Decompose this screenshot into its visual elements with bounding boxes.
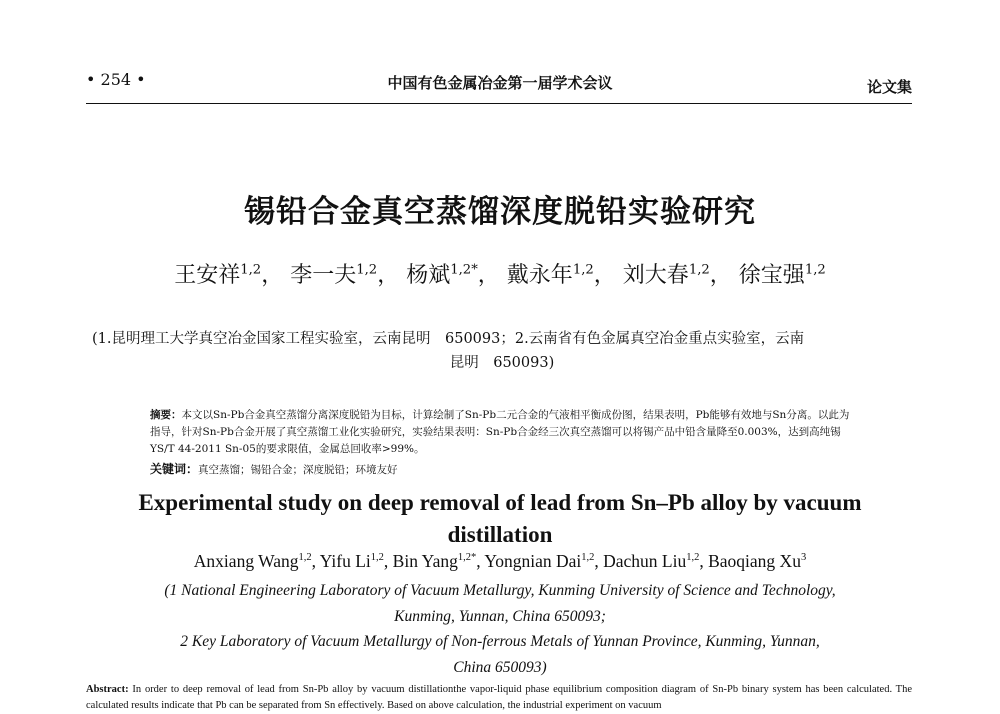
affiliation-en: [90, 578, 910, 680]
abstract-en-text: In order to deep removal of lead from Sn-Pb alloy by vacuum distillationthe vapor-liquid phase equilibrium composition diagram of Sn-Pb binary system has been calculated. The calculated results indicate that Pb can be separated from Sn effectively. Based on above calculation, the industrial experiment on vacuum: [86, 684, 913, 711]
affiliation-en-line1: (1 National Engineering Laboratory of Vacuum Metallurgy, Kunming University of Science and Technology,: [164, 582, 836, 599]
abstract-cn-label: 摘要：: [150, 409, 182, 421]
abstract-cn-text: 本文以Sn-Pb合金真空蒸馏分离深度脱铅为目标，计算绘制了Sn-Pb二元合金的气液相平衡成份图，结果表明，Pb能够有效地与Sn分离。以此为指导，针对Sn-Pb合金开展了真空蒸馏工业化实验研究，实验结果表明：Sn-Pb合金经三次真空蒸馏可以将锡产品中铅含量降至0.003%，达到高纯锡YS/T 44-2011 Sn-05的要求限值，金属总回收率>99%。: [150, 409, 850, 455]
author-cn: 刘大春$^{1,2}$: [622, 262, 710, 288]
conference-title: 中国有色金属冶金第一届学术会议: [387, 74, 613, 92]
author-en: Anxiang Wang$^{1,2}$: [193, 551, 312, 571]
affiliation-en-line4: China 650093): [453, 658, 547, 676]
author-en: Bin Yang$^{1,2*}$: [392, 551, 477, 571]
affiliation-cn-line2: 昆明 650093): [449, 355, 555, 371]
abstract-cn: [150, 407, 850, 458]
keywords-cn-label: 关键词：: [150, 462, 199, 476]
paper-title-en: Experimental study on deep removal of lead from Sn–Pb alloy by vacuum distillation: [138, 490, 862, 547]
abstract-en-label: Abstract:: [86, 684, 129, 695]
page-number: • 254 •: [86, 70, 146, 89]
author-cn: 杨斌$^{1,2*}$: [406, 262, 478, 288]
author-list-cn: 王安祥$^{1,2}$， 李一夫$^{1,2}$， 杨斌$^{1,2*}$， 戴永年$^{1,2}$， 刘大春$^{1,2}$， 徐宝强$^{1,2}$: [174, 262, 826, 288]
author-cn: 李一夫$^{1,2}$: [290, 262, 378, 288]
affiliation-en-line2: Kunming, Yunnan, China 650093;: [394, 607, 606, 625]
author-cn: 戴永年$^{1,2}$: [506, 262, 594, 288]
affiliation-en-line3: 2 Key Laboratory of Vacuum Metallurgy of Non-ferrous Metals of Yunnan Province, Kunming, Yunnan,: [180, 633, 820, 650]
keywords-cn: [150, 460, 850, 477]
collection-label: 论文集: [866, 78, 912, 96]
author-en: Dachun Liu$^{1,2}$: [603, 551, 700, 571]
author-en: Yifu Li$^{1,2}$: [319, 551, 384, 571]
author-en: Yongnian Dai$^{1,2}$: [484, 551, 595, 571]
paper-title-cn: 锡铅合金真空蒸馏深度脱铅实验研究: [244, 194, 756, 230]
author-en: Baoqiang Xu$^3$: [708, 551, 807, 571]
header-rule: [86, 103, 912, 104]
affiliation-cn: [92, 327, 912, 375]
keywords-cn-text: 真空蒸馏；锡铅合金；深度脱铅；环境友好: [198, 464, 398, 476]
abstract-en: [86, 682, 912, 714]
affiliation-cn-line1: (1.昆明理工大学真空冶金国家工程实验室，云南昆明 650093；2.云南省有色金属真空冶金重点实验室，云南: [92, 331, 805, 347]
author-cn: 王安祥$^{1,2}$: [174, 262, 262, 288]
author-cn: 徐宝强$^{1,2}$: [738, 262, 826, 288]
author-list-en: Anxiang Wang$^{1,2}$, Yifu Li$^{1,2}$, Bin Yang$^{1,2*}$, Yongnian Dai$^{1,2}$, Dachun Liu$^{1,2}$, Baoqiang Xu$^3$: [193, 551, 807, 571]
